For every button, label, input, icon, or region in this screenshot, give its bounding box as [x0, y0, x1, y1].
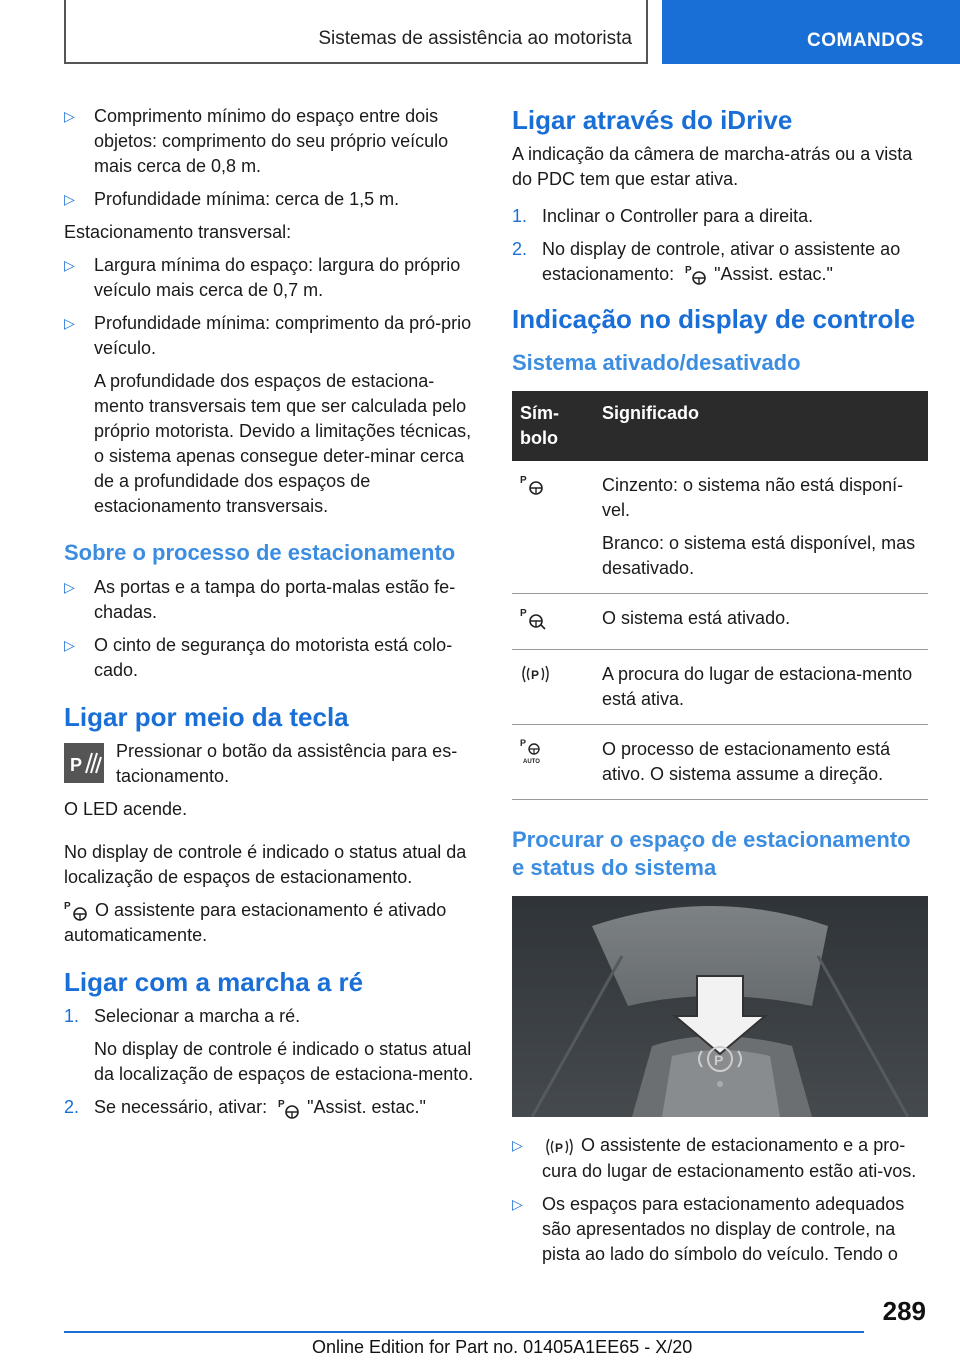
- list-item-text: Os espaços para estacionamento adequados são apresentados no display de controle, na pista ao lado do símbolo do veículo. Tendo o: [542, 1193, 905, 1264]
- indicacao-heading: Indicação no display de controle: [512, 304, 916, 335]
- symbol-cell: [512, 650, 594, 725]
- list-item-text: Profundidade mínima: comprimento da pró-prio veículo.: [94, 313, 472, 358]
- triangle-bullet-icon: ▷: [512, 1137, 523, 1154]
- triangle-bullet-icon: ▷: [64, 637, 75, 653]
- step-number: 1.: [512, 206, 528, 226]
- triangle-bullet-icon: ▷: [64, 257, 75, 273]
- park-assist-inactive-icon: [520, 473, 546, 497]
- step-number: 2.: [64, 1097, 80, 1118]
- svg-text:P: P: [70, 755, 83, 775]
- table-row: [512, 725, 928, 800]
- auto-text: O assistente para estacionamento é ativado automaticamente.: [64, 900, 447, 946]
- park-assist-icon: [64, 899, 90, 923]
- header-section-title: Sistemas de assistência ao motorista: [318, 28, 632, 49]
- meaning-cell: [594, 650, 928, 725]
- re-heading: Ligar com a marcha a ré: [64, 967, 364, 998]
- meaning-cell: [594, 594, 928, 650]
- table-row: [512, 650, 928, 725]
- step-number: 2.: [512, 239, 528, 259]
- svg-text:P: P: [555, 1140, 564, 1155]
- footer-divider: [64, 1331, 864, 1333]
- table-row: [512, 461, 928, 594]
- step-number: 1.: [64, 1006, 80, 1027]
- parking-space-search-icon: [520, 662, 550, 686]
- symbol-cell: [512, 725, 594, 800]
- footer-edition: Online Edition for Part no. 01405A1EE65 - X/20: [312, 1337, 693, 1357]
- list-item-text: Inclinar o Controller para a direita.: [542, 206, 814, 226]
- step-text-pre: No display de controle, ativar o assistente ao estacionamento:: [542, 239, 901, 284]
- list-item: [64, 1004, 480, 1087]
- meaning-cell: [594, 461, 928, 594]
- tecla-heading: Ligar por meio da tecla: [64, 702, 349, 732]
- display-text: No display de controle é indicado o status atual da localização de espaços de estacionamento.: [64, 842, 467, 887]
- svg-text:AUTO: AUTO: [523, 759, 540, 766]
- bullet-text: O assistente de estacionamento e a pro-cura do lugar de estacionamento estão ati-vos.: [542, 1135, 917, 1181]
- list-item: [64, 187, 480, 212]
- list-item-text: Comprimento mínimo do espaço entre dois objetos: comprimento do seu próprio veículo mais cerca de 0,8 m.: [94, 106, 449, 176]
- col-meaning-header: Significado: [594, 391, 928, 461]
- idrive-text: A indicação da câmera de marcha-atrás ou a vista do PDC tem que estar ativa.: [512, 144, 913, 189]
- list-item: [64, 633, 480, 683]
- triangle-bullet-icon: ▷: [64, 191, 75, 207]
- list-item: [512, 204, 928, 229]
- park-assist-active-icon: [520, 606, 546, 630]
- auto-text-paragraph: [64, 898, 480, 948]
- meaning-text: Cinzento: o sistema não está disponí-vel.: [602, 475, 904, 521]
- symbol-cell: [512, 594, 594, 650]
- svg-text:P: P: [520, 608, 527, 620]
- meaning-cell: [594, 725, 928, 800]
- list-item-note: No display de controle é indicado o status atual da localização de espaços de estaciona-mento.: [94, 1039, 474, 1085]
- list-item: [64, 104, 480, 179]
- meaning-text: O processo de estacionamento está ativo. O sistema assume a direção.: [602, 739, 891, 785]
- list-item-note: A profundidade dos espaços de estaciona-mento transversais tem que ser calculada pelo próprio motorista. Devido a limitações técnicas, o sistema apenas consegue deter-minar cerca de a profundidade dos espaços de estacionamento transversais.: [94, 371, 472, 516]
- symbol-cell: [512, 461, 594, 594]
- list-item-text: [542, 1133, 928, 1183]
- list-item-text: Selecionar a marcha a ré.: [94, 1006, 301, 1027]
- step-text-post: "Assist. estac.": [307, 1097, 426, 1118]
- list-item-text: Profundidade mínima: cerca de 1,5 m.: [94, 189, 400, 209]
- col-symbol-header: Sím-bolo: [512, 391, 594, 461]
- table-row: [512, 594, 928, 650]
- park-assist-icon: [272, 1097, 302, 1121]
- meaning-text: O sistema está ativado.: [602, 608, 791, 629]
- meaning-text: Branco: o sistema está disponível, mas desativado.: [602, 533, 916, 579]
- header-chapter-tab: [662, 0, 960, 64]
- tecla-block: [64, 739, 480, 789]
- list-item: [64, 1095, 480, 1120]
- svg-text:P: P: [685, 265, 692, 277]
- svg-text:P: P: [278, 1098, 285, 1110]
- header-chapter-title: COMANDOS: [807, 30, 924, 51]
- left-column: [64, 104, 480, 1129]
- procurar-heading: Procurar o espaço de estacionamento e status do sistema: [512, 827, 911, 881]
- list-item-text: As portas e a tampa do porta-malas estão fe-chadas.: [94, 577, 456, 622]
- list-item-text: [542, 237, 928, 287]
- list-item: [64, 253, 480, 303]
- parking-display-illustration: [512, 896, 928, 1117]
- tecla-text: Pressionar o botão da assistência para es-tacionamento.: [116, 741, 458, 786]
- svg-text:P: P: [520, 475, 527, 487]
- header-section-box: [64, 0, 648, 64]
- list-item: [64, 575, 480, 625]
- sobre-heading: Sobre o processo de estacionamento: [64, 540, 456, 565]
- idrive-heading: Ligar através do iDrive: [512, 105, 793, 135]
- park-assist-icon: [679, 263, 709, 287]
- parking-space-search-icon: [542, 1135, 576, 1159]
- symbol-table: [512, 391, 928, 800]
- triangle-bullet-icon: ▷: [512, 1195, 523, 1212]
- list-item: [512, 1192, 928, 1267]
- list-item-text: O cinto de segurança do motorista está colo-cado.: [94, 635, 453, 680]
- step-text-post: "Assist. estac.": [714, 264, 833, 284]
- list-item-text: [94, 1095, 480, 1120]
- meaning-text: A procura do lugar de estaciona-mento está ativa.: [602, 664, 913, 710]
- sistema-heading: Sistema ativado/desativado: [512, 350, 801, 376]
- svg-text:P: P: [64, 901, 71, 913]
- page-number: 289: [882, 1296, 926, 1326]
- list-item-text: Largura mínima do espaço: largura do próprio veículo mais cerca de 0,7 m.: [94, 255, 461, 300]
- led-text: O LED acende.: [64, 799, 188, 819]
- list-item: [512, 237, 928, 287]
- svg-text:P: P: [531, 668, 540, 683]
- right-column: [512, 104, 928, 1275]
- table-header-row: [512, 391, 928, 461]
- svg-text:P: P: [520, 738, 527, 749]
- control-display-photo: [512, 896, 928, 1117]
- step-text-pre: Se necessário, ativar:: [94, 1097, 268, 1118]
- svg-text:P: P: [714, 1052, 724, 1069]
- transversal-label: Estacionamento transversal:: [64, 222, 292, 242]
- triangle-bullet-icon: ▷: [64, 315, 75, 331]
- list-item: [64, 311, 480, 519]
- triangle-bullet-icon: ▷: [64, 108, 75, 124]
- list-item: [512, 1133, 928, 1183]
- triangle-bullet-icon: ▷: [64, 579, 75, 595]
- park-assist-auto-icon: [520, 737, 546, 765]
- park-assist-button-icon: [64, 743, 104, 783]
